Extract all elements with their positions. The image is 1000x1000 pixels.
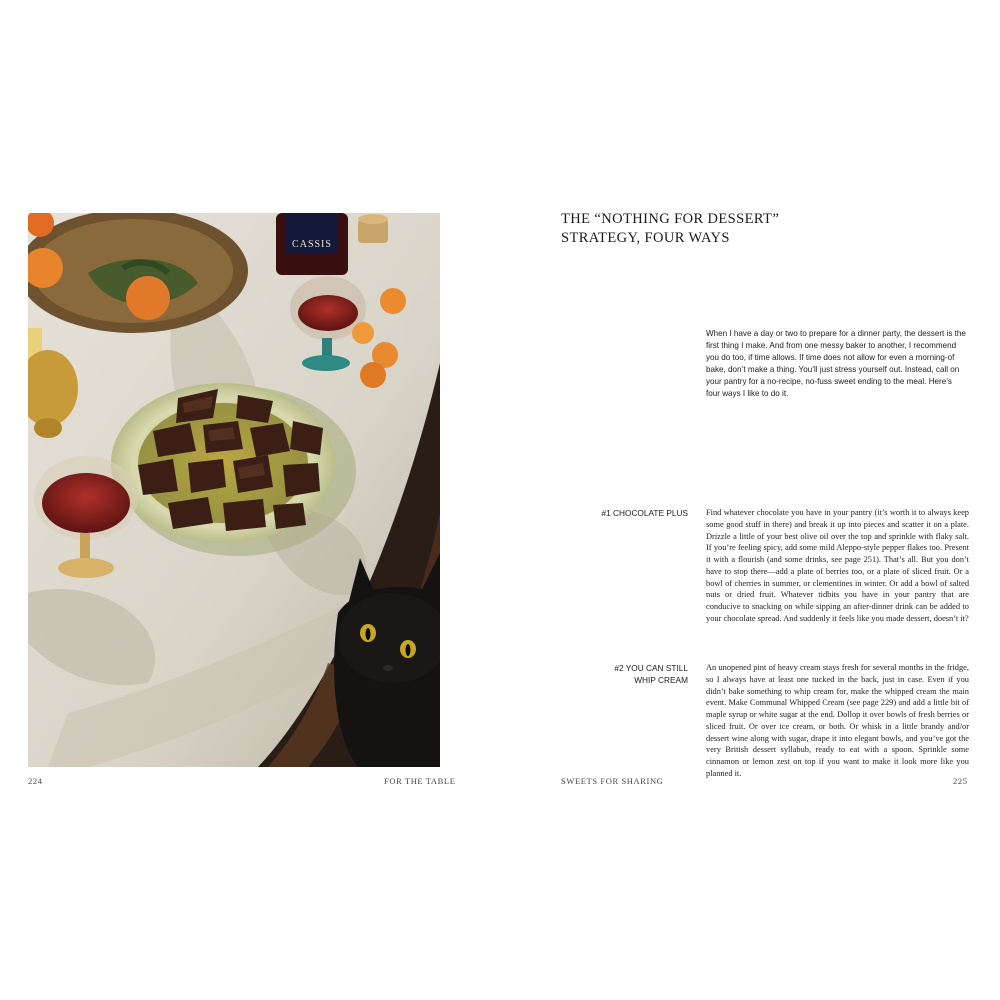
page-title: THE “NOTHING FOR DESSERT” STRATEGY, FOUR WAYS	[561, 211, 780, 246]
clementine	[126, 276, 170, 320]
section-heading-whip-cream: #2 YOU CAN STILL WHIP CREAM	[614, 663, 688, 686]
section-text-chocolate: Find whatever chocolate you have in your pantry (it’s worth it to always keep some good stuff in there) and break it up into pieces and scatter it on a plate. Drizzle a little of your best olive oil over the top and sprinkle with flaky salt. If you’re feeling spicy, add some mild Aleppo-style pepper flakes too. Present it with a flourish (and some drinks, see page 251). That’s all. But you don’t have to stop there—add a plate of berries too, or a plate of sliced fruit. Or a bowl of cherries in summer, or clementines in winter. Or add a bowl of salted nuts or dried fruit. Whatever tidbits you have in your pantry that are conducive to snacking on while sipping an after-dinner drink can be added to your chocolate spread. And suddenly it feels like you made dessert, doesn’t it?	[706, 508, 969, 623]
wine-glass-left	[42, 473, 130, 533]
section-heading-chocolate: #1 CHOCOLATE PLUS	[601, 508, 688, 518]
running-head-right: SWEETS FOR SHARING	[561, 776, 664, 786]
photo-table-chocolate-cat	[28, 213, 440, 767]
page-number-right: 225	[953, 776, 968, 786]
page-number-left: 224	[28, 776, 43, 786]
bottle-label: CASSIS	[292, 239, 332, 250]
running-head-left: FOR THE TABLE	[384, 776, 456, 786]
section-text-whip-cream: An unopened pint of heavy cream stays fresh for several months in the fridge, so I always have at least one tucked in the back, just in case. Even if you didn’t bake something to whip cream for, make the whipped cream the main event. Make Communal Whipped Cream (see page 229) and add a little bit of maple syrup or white sugar at the end. Dollop it over bowls of fresh berries or sliced fruit. Or over ice cream, or both. Or whisk in a little brandy and/or dessert wine along with sugar, drape it into elegant bowls, and you’ve got the very British dessert syllabub, ready to eat with a spoon. Sprinkle some cinnamon or lemon zest on top if you want to make it look more like you planned it.	[706, 663, 969, 778]
intro-paragraph: When I have a day or two to prepare for a dinner party, the dessert is the first thing I make. And from one messy baker to another, I recommend you do too, if time allows. If time does not allow for even a morning-of bake, don’t make a thing. You’ll just stress yourself out. Instead, call on your pantry for a no-recipe, no-fuss sweet ending to the meal. Here’s four ways I like to do it.	[706, 329, 966, 399]
wine-glass	[298, 295, 358, 331]
